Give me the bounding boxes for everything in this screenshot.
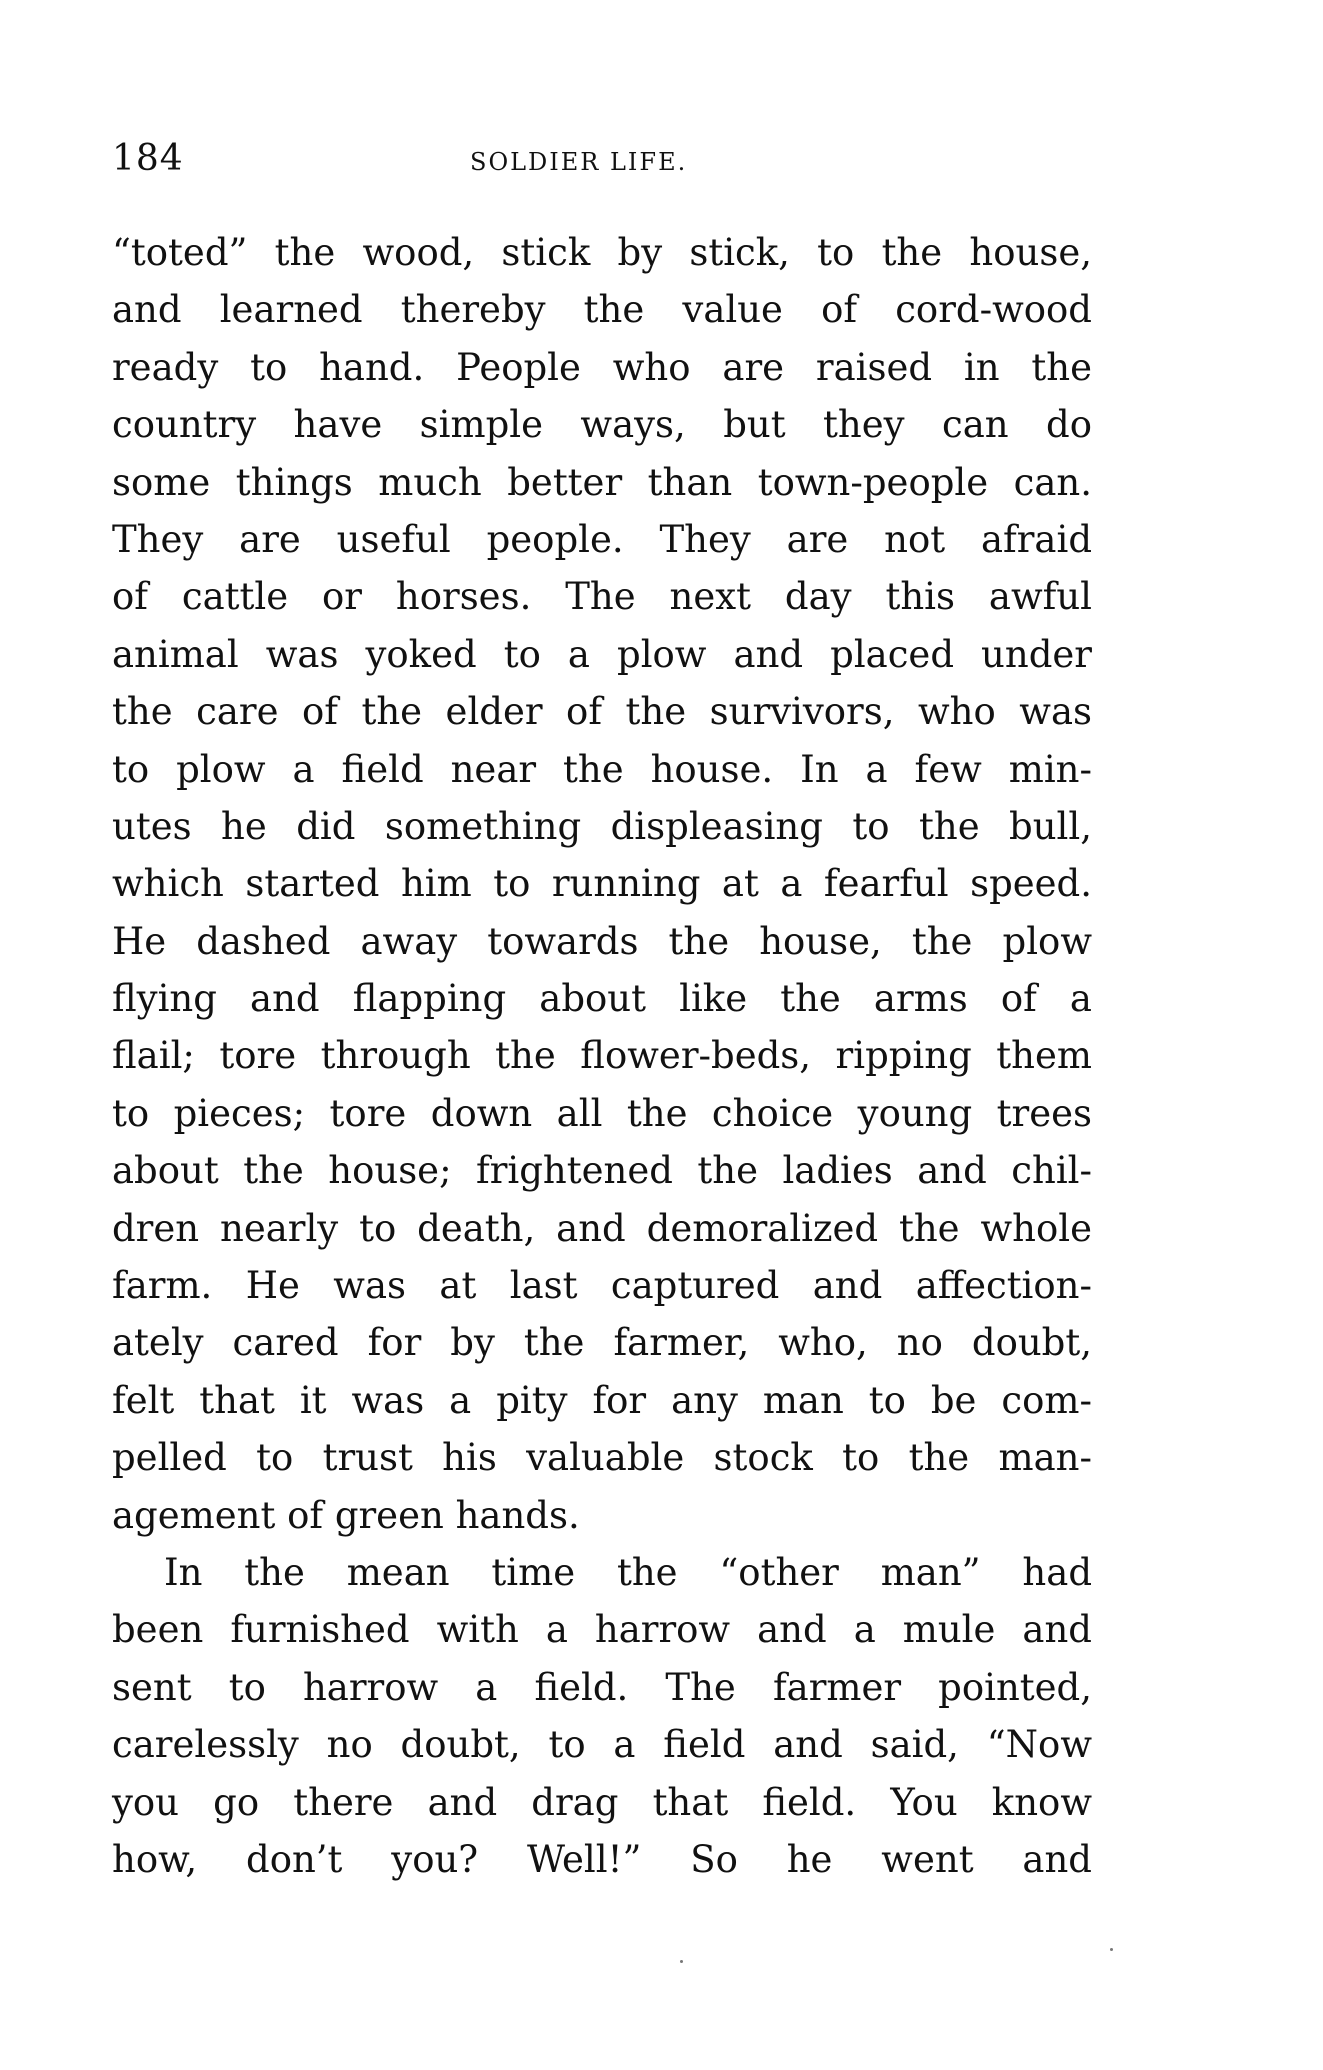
text-line: farm. He was at last captured and affection- [112,1264,1092,1308]
print-speck [1110,1948,1113,1951]
text-line: to pieces; tore down all the choice young trees [112,1091,1092,1135]
text-line: which started him to running at a fearful speed. [112,862,1092,906]
text-line: country have simple ways, but they can do [112,403,1092,447]
text-line: the care of the elder of the survivors, who was [112,690,1092,734]
text-line: flail; tore through the flower-beds, ripping them [112,1034,1092,1078]
page-number: 184 [112,138,184,179]
text-line: about the house; frightened the ladies and chil- [112,1149,1092,1193]
text-line: agement of green hands. [112,1493,580,1537]
text-line: and learned thereby the value of cord-wood [112,288,1092,332]
text-line: “toted” the wood, stick by stick, to the house, [112,231,1092,274]
text-line: ately cared for by the farmer, who, no doubt, [112,1321,1092,1365]
text-line: In the mean time the “other man” had [164,1550,1092,1594]
text-line: They are useful people. They are not afraid [112,517,1092,561]
text-line: to plow a field near the house. In a few min- [112,747,1092,791]
paragraph-1 [112,224,1092,1544]
text-line: you go there and drag that field. You know [112,1780,1092,1824]
text-line: utes he did something displeasing to the bull, [112,804,1092,848]
text-line: some things much better than town-people can. [112,460,1092,504]
text-line: He dashed away towards the house, the plow [112,919,1092,963]
text-line: dren nearly to death, and demoralized the whole [112,1206,1092,1250]
text-line: been furnished with a harrow and a mule and [112,1608,1092,1652]
body-text [112,224,1092,1888]
text-line: animal was yoked to a plow and placed under [112,632,1092,676]
running-head: SOLDIER LIFE. [470,148,688,176]
print-speck [680,1960,683,1963]
paragraph-2 [112,1544,1092,1888]
page-header [112,138,1092,188]
text-line: carelessly no doubt, to a field and said, “Now [112,1723,1092,1767]
text-line: pelled to trust his valuable stock to the man- [112,1436,1092,1480]
text-line: ready to hand. People who are raised in the [112,345,1092,389]
text-line: how, don’t you? Well!” So he went and [112,1837,1092,1881]
text-line: of cattle or horses. The next day this awful [112,575,1092,619]
text-line: sent to harrow a field. The farmer pointed, [112,1665,1092,1709]
text-line: flying and flapping about like the arms of a [112,977,1092,1021]
text-line: felt that it was a pity for any man to be com- [112,1378,1092,1422]
